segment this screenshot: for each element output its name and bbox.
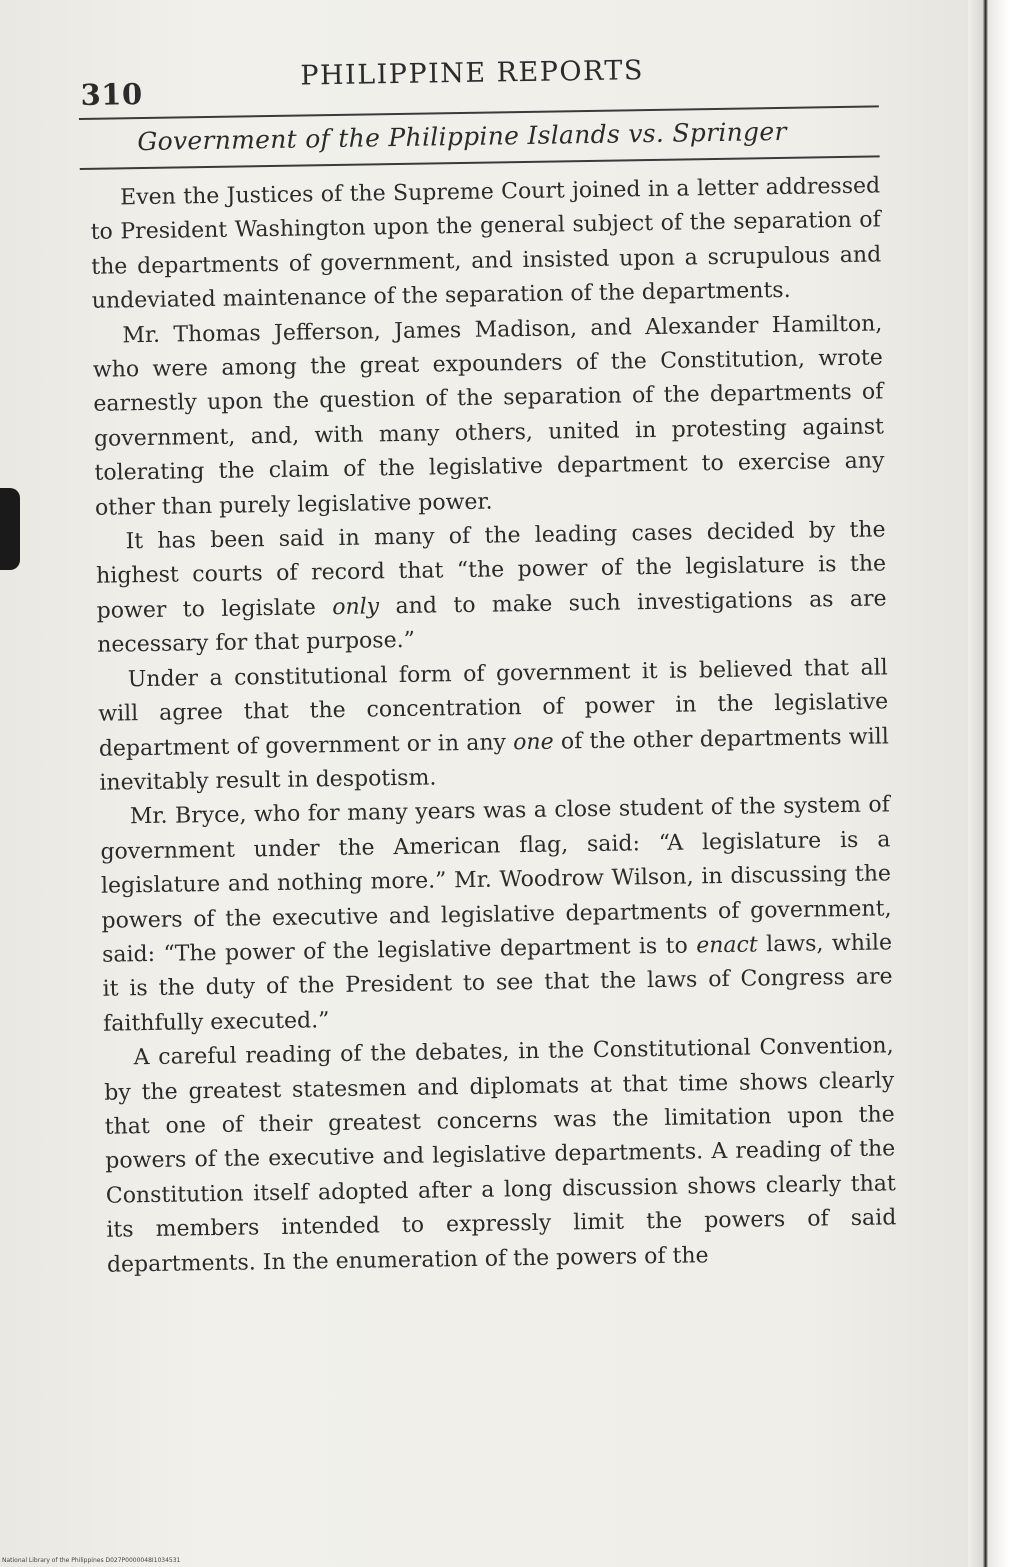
paragraph-6: A careful reading of the debates, in the Constitutional Convention, by the greatest statesmen and diplomats at that time shows clearly that one of their greatest concerns was the limitation upon the powers of the executive and legislative departments. A reading of the Constitution itself adopted after a long discussion shows clearly that its members intended to expressly limit the powers of said departments. In the enumeration of the powers of the: [104, 1033, 897, 1278]
paragraph-3: It has been said in many of the leading cases decided by the highest courts of record that “the power of the legislature is the power to legislate only and to make such investigations as are necessary for that purpose.”: [95, 517, 887, 659]
body-text: [90, 169, 897, 1282]
paragraph-4: Under a constitutional form of government it is believed that all will agree that the concentration of power in the legislative department of government or in any one of the other departments will inevitably result in despotism.: [98, 655, 889, 796]
page-content: [78, 45, 897, 1278]
scan-footer: National Library of the Philippines D027P0000048I1034531: [2, 1557, 181, 1564]
case-title: Government of the Philippine Islands vs. Springer: [137, 116, 787, 157]
page-number: 310: [80, 76, 143, 112]
scan-edge-mark: [0, 488, 20, 570]
paragraph-2: Mr. Thomas Jefferson, James Madison, and Alexander Hamilton, who were among the great expounders of the Constitution, wrote earnestly upon the question of the separation of the departments of government, and, with many others, united in protesting against tolerating the claim of the legislative department to exercise any other than purely legislative power.: [92, 311, 885, 521]
book-gutter: [968, 0, 1010, 1567]
paragraph-1: Even the Justices of the Supreme Court joined in a letter addressed to President Washington upon the general subject of the separation of the departments of government, and insisted upon a scrupulous and undeviated maintenance of the separation of the departments.: [90, 173, 882, 315]
emphasis-only: only: [332, 594, 380, 620]
paragraph-5: Mr. Bryce, who for many years was a close student of the system of government under the American flag, said: “A legislature is a legislature and nothing more.” Mr. Woodrow Wilson, in discussing the powers of the executive and legislative departments of government, said: “The power of the legislative department is to enact laws, while it is the duty of the President to see that the laws of Congress are faithfully executed.”: [100, 792, 893, 1037]
header-rule-bottom: [80, 155, 880, 170]
emphasis-enact: enact: [696, 932, 758, 959]
emphasis-one: one: [512, 729, 554, 755]
running-head: PHILIPPINE REPORTS: [300, 55, 645, 92]
page-header: [78, 45, 891, 114]
